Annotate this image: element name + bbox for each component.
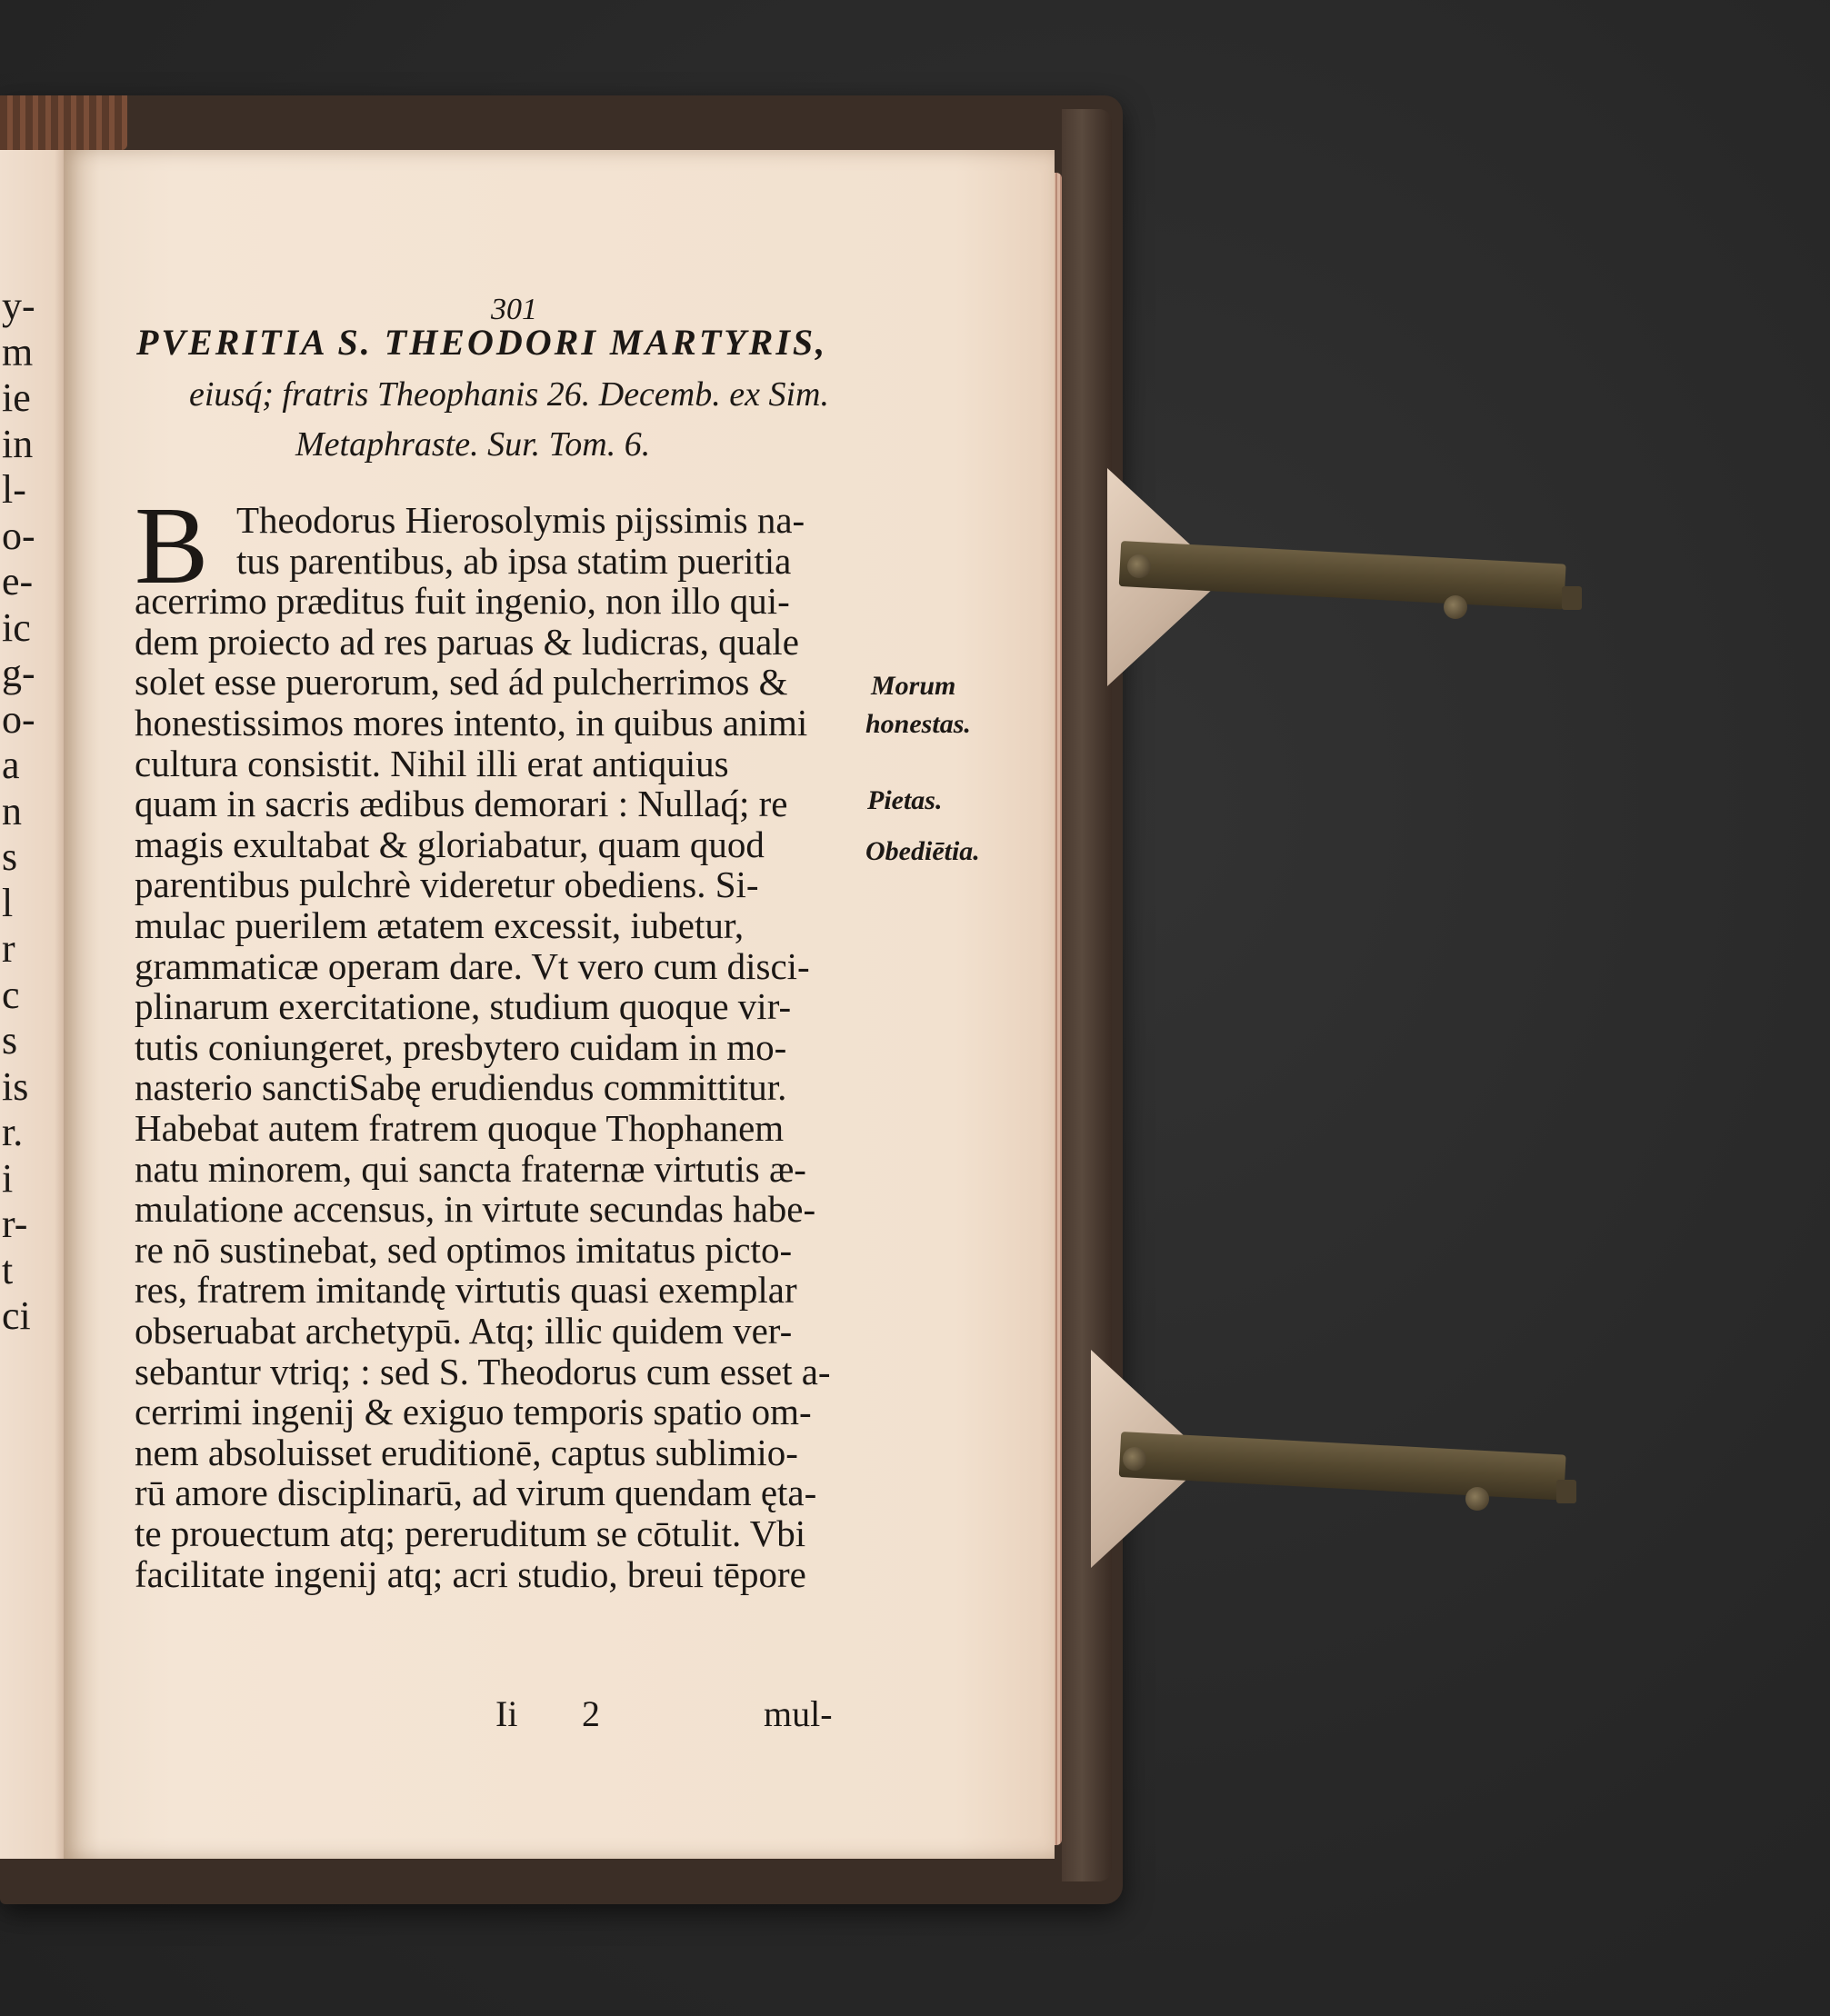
lower-clasp-rivet-2 xyxy=(1465,1487,1489,1511)
lower-clasp-rivet xyxy=(1123,1447,1146,1471)
body-text-line: Theodorus Hierosolymis pijssimis na- xyxy=(236,499,805,541)
chapter-title: PVERITIA S. THEODORI MARTYRIS, xyxy=(136,322,828,363)
left-page-fragment: ci xyxy=(2,1293,31,1338)
left-page-fragment: r xyxy=(2,926,15,971)
left-page-fragment: y- xyxy=(2,284,35,328)
margin-note-obedientia: Obediētia. xyxy=(865,836,980,866)
body-text-line: grammaticæ operam dare. Vt vero cum disci- xyxy=(135,944,810,987)
body-text-line: nasterio sanctiSabę erudiendus committitur. xyxy=(135,1066,787,1109)
left-page-fragment: r. xyxy=(2,1110,24,1154)
body-text-line: te prouectum atq; pereruditum se cōtulit. Vbi xyxy=(135,1512,806,1554)
body-text-line: mulac puerilem ætatem excessit, iubetur, xyxy=(135,904,745,946)
left-page-fragment: i xyxy=(2,1155,14,1201)
body-text-line: re nō sustinebat, sed optimos imitatus picto- xyxy=(135,1228,793,1271)
body-text-line: Habebat autem fratrem quoque Thophanem xyxy=(135,1107,785,1149)
left-page-fragment: o- xyxy=(2,513,35,558)
left-page-fragment: ic xyxy=(2,604,31,650)
body-text-line: facilitate ingenij atq; acri studio, breui tēpore xyxy=(135,1552,806,1595)
body-text-line: magis exultabat & gloriabatur, quam quod xyxy=(135,823,765,865)
margin-note-pietas: Pietas. xyxy=(867,785,943,815)
page-number: 301 xyxy=(491,293,537,326)
margin-note-honestas: honestas. xyxy=(865,709,971,739)
book-headband xyxy=(0,95,127,150)
body-text-line: res, fratrem imitandę virtutis quasi exemplar xyxy=(135,1269,797,1312)
signature-number: 2 xyxy=(582,1693,600,1734)
body-text-line: rū amore disciplinarū, ad virum quendam ęta- xyxy=(135,1472,817,1514)
left-page-fragment: t xyxy=(2,1247,14,1292)
lower-clasp-hook xyxy=(1556,1480,1576,1503)
left-page-fragment: g- xyxy=(2,651,35,695)
left-page-fragment: l xyxy=(2,880,14,925)
body-text-line: nem absoluisset eruditionē, captus sublimio- xyxy=(135,1431,798,1473)
body-text-line: obseruabat archetypū. Atq; illic quidem ver- xyxy=(135,1310,793,1352)
left-page-fragment: n xyxy=(2,788,22,833)
left-page-fragment: in xyxy=(2,421,34,466)
body-text-line: quam in sacris ædibus demorari : Nullaq́; re xyxy=(135,783,788,825)
upper-clasp-rivet-2 xyxy=(1444,595,1467,619)
body-text-line: tutis coniungeret, presbytero cuidam in mo- xyxy=(135,1025,787,1068)
body-text-line: tus parentibus, ab ipsa statim pueritia xyxy=(236,539,792,582)
left-page-fragment: s xyxy=(2,834,18,879)
body-text-line: cultura consistit. Nihil illi erat antiquius xyxy=(135,742,729,784)
left-page-fragment: m xyxy=(2,329,34,374)
book-board-edge xyxy=(1062,109,1112,1881)
catchword: mul- xyxy=(764,1693,833,1734)
body-text-line: natu minorem, qui sancta fraternæ virtutis æ- xyxy=(135,1147,806,1190)
left-facing-page xyxy=(0,150,68,1859)
body-text-line: dem proiecto ad res paruas & ludicras, quale xyxy=(135,620,799,663)
drop-initial: B xyxy=(135,484,209,607)
upper-clasp-rivet xyxy=(1127,554,1151,578)
left-page-fragment: ie xyxy=(2,375,31,420)
body-text-line: sebantur vtriq; : sed S. Theodorus cum esset a- xyxy=(135,1350,831,1392)
left-page-fragment: s xyxy=(2,1018,18,1063)
signature-mark: Ii xyxy=(495,1693,518,1734)
chapter-source: Metaphraste. Sur. Tom. 6. xyxy=(295,425,651,464)
left-page-fragment: is xyxy=(2,1063,29,1109)
left-page-fragment: c xyxy=(2,972,20,1017)
left-page-fragment: o- xyxy=(2,696,35,742)
body-text-line: solet esse puerorum, sed ád pulcherrimos & xyxy=(135,661,788,704)
margin-note-morum: Morum xyxy=(871,671,956,701)
body-text-line: parentibus pulchrè videretur obediens. Si- xyxy=(135,863,759,906)
body-text-line: mulatione accensus, in virtute secundas habe- xyxy=(135,1188,816,1231)
chapter-subtitle: eiusq́; fratris Theophanis 26. Decemb. ex Sim. xyxy=(189,375,829,414)
left-page-fragment: a xyxy=(2,743,20,787)
left-page-fragment: l- xyxy=(2,467,26,512)
body-text-line: cerrimi ingenij & exiguo temporis spatio om- xyxy=(135,1391,812,1433)
upper-clasp-hook xyxy=(1562,586,1582,610)
body-text-line: acerrimo præditus fuit ingenio, non illo qui- xyxy=(135,580,790,623)
left-page-fragment: r- xyxy=(2,1202,28,1246)
left-page-fragment: e- xyxy=(2,559,34,604)
body-text-line: honestissimos mores intento, in quibus animi xyxy=(135,702,808,744)
body-text-line: plinarum exercitatione, studium quoque vir- xyxy=(135,985,792,1028)
